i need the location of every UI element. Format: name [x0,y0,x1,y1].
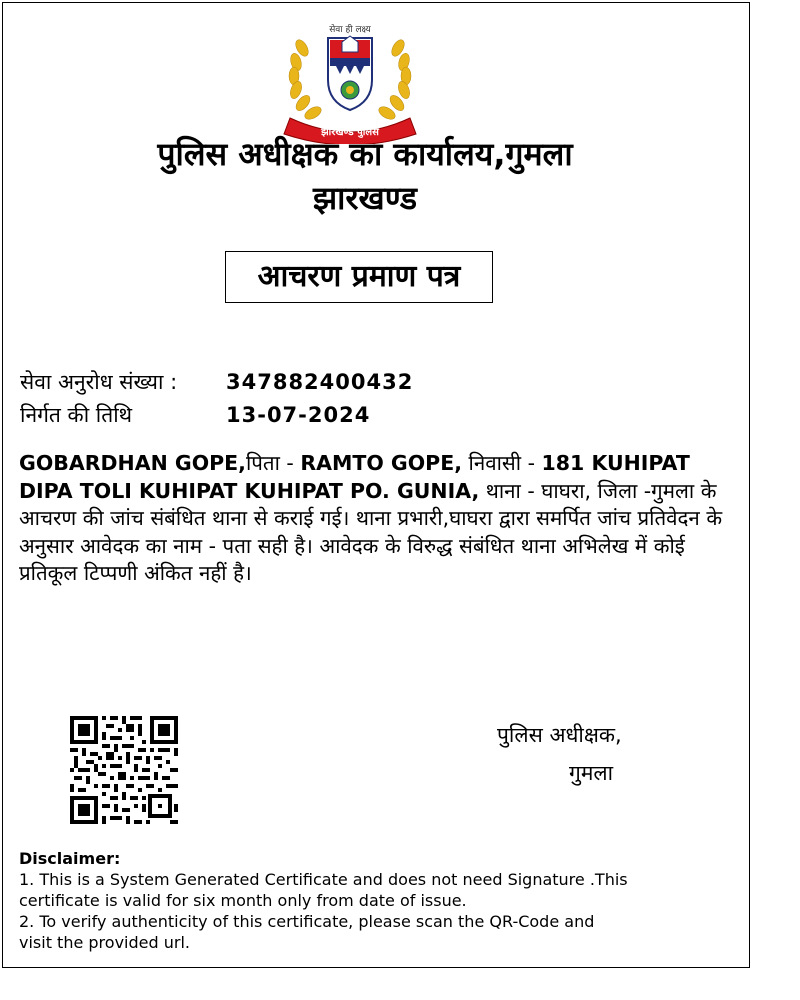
service-request-number: 347882400432 [226,370,414,394]
disclaimer-line-2: certificate is valid for six month only from date of issue. [19,891,467,910]
father-label: पिता - [245,451,301,475]
signatory-place: गुमला [569,761,614,785]
issue-date-label: निर्गत की तिथि [20,403,133,427]
state-name: झारखण्ड [312,179,418,217]
certificate-statement: थाना - घाघरा, जिला -गुमला के आचरण की जांच संबंधित थाना से कराई गई। थाना प्रभारी,घाघरा द्वारा समर्पित जांच प्रतिवेदन के अनुसार आवेदक का नाम - पता सही है। आवेदक के विरुद्ध संबंधित थाना अभिलेख में कोई प्रतिकूल टिप्पणी अंकित नहीं है। [19,478,723,585]
issue-date-row [20,401,370,429]
jharkhand-police-emblem-icon [280,18,420,144]
issue-date-value: 13-07-2024 [226,403,371,427]
emblem-banner-text: झारखण्ड पुलिस [321,127,379,138]
applicant-address: 181 KUHIPAT DIPA TOLI KUHIPAT KUHIPAT PO. GUNIA, [19,451,690,503]
qr-code-icon[interactable] [70,716,178,824]
emblem-motto: सेवा ही लक्ष्य [329,25,371,35]
office-title: पुलिस अधीक्षक का कार्यालय,गुमला [157,135,573,173]
father-name: RAMTO GOPE, [300,451,462,475]
disclaimer-line-3: 2. To verify authenticity of this certificate, please scan the QR-Code and [19,912,595,931]
signatory-designation: पुलिस अधीक्षक, [497,723,622,747]
service-request-row [20,368,413,396]
disclaimer-block [19,848,719,953]
disclaimer-heading: Disclaimer: [19,849,121,868]
service-request-label: सेवा अनुरोध संख्या : [20,370,178,394]
applicant-name: GOBARDHAN GOPE, [19,451,246,475]
certificate-title: आचरण प्रमाण पत्र [225,251,493,303]
disclaimer-line-4: visit the provided url. [19,933,190,952]
certificate-body [19,450,734,588]
disclaimer-line-1: 1. This is a System Generated Certificate and does not need Signature .This [19,870,628,889]
residence-label: निवासी - [462,451,542,475]
signatory-block [497,716,622,792]
